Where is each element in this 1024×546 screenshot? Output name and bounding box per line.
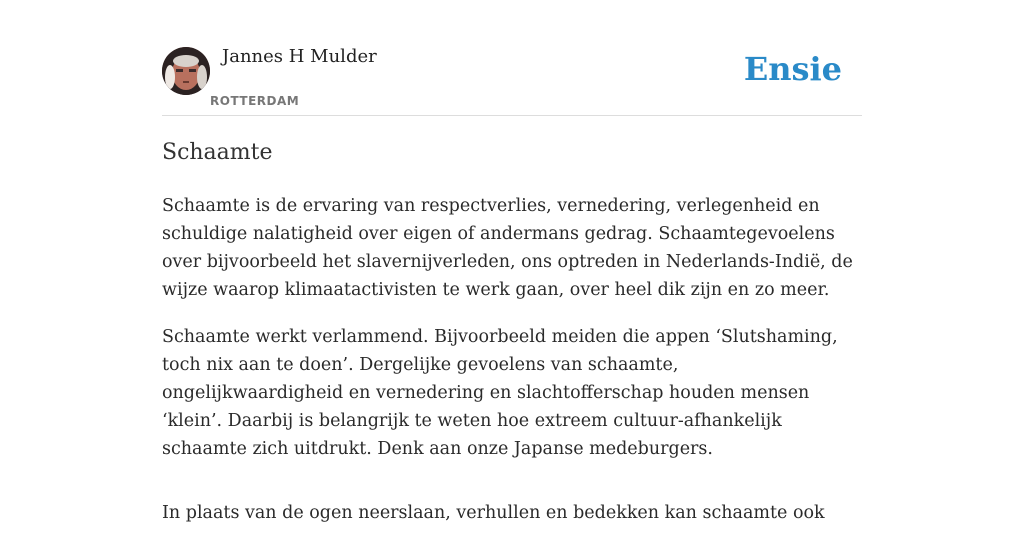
author-name[interactable]: Jannes H Mulder	[222, 46, 377, 67]
header	[162, 0, 862, 116]
article-title: Schaamte	[162, 140, 273, 165]
brand-logo[interactable]: Ensie	[743, 50, 842, 88]
avatar-image	[162, 47, 210, 95]
page	[162, 0, 862, 523]
paragraph: Schaamte is de ervaring van respectverlies, vernedering, verlegenheid en schuldige nalatigheid over eigen of andermans gedrag. Schaamtegevoelens over bijvoorbeeld het slavernijverleden, ons optreden in Nederlands-Indië, de wijze waarop klimaatactivisten te werk gaan, over heel dik zijn en zo meer.	[162, 196, 853, 300]
paragraph: Schaamte werkt verlammend. Bijvoorbeeld meiden die appen ‘Slutshaming, toch nix aan te doen’. Dergelijke gevoelens van schaamte, ongelijkwaardigheid en vernedering en slachtofferschap houden mensen ‘klein’. Daarbij is belangrijk te weten hoe extreem cultuur-afhankelijk schaamte zich uitdrukt. Denk aan onze Japanse medeburgers.	[162, 327, 838, 459]
paragraph: In plaats van de ogen neerslaan, verhullen en bedekken kan schaamte ook	[162, 503, 825, 523]
author-location: ROTTERDAM	[210, 94, 300, 108]
avatar[interactable]	[162, 47, 210, 95]
article-body	[162, 192, 862, 546]
